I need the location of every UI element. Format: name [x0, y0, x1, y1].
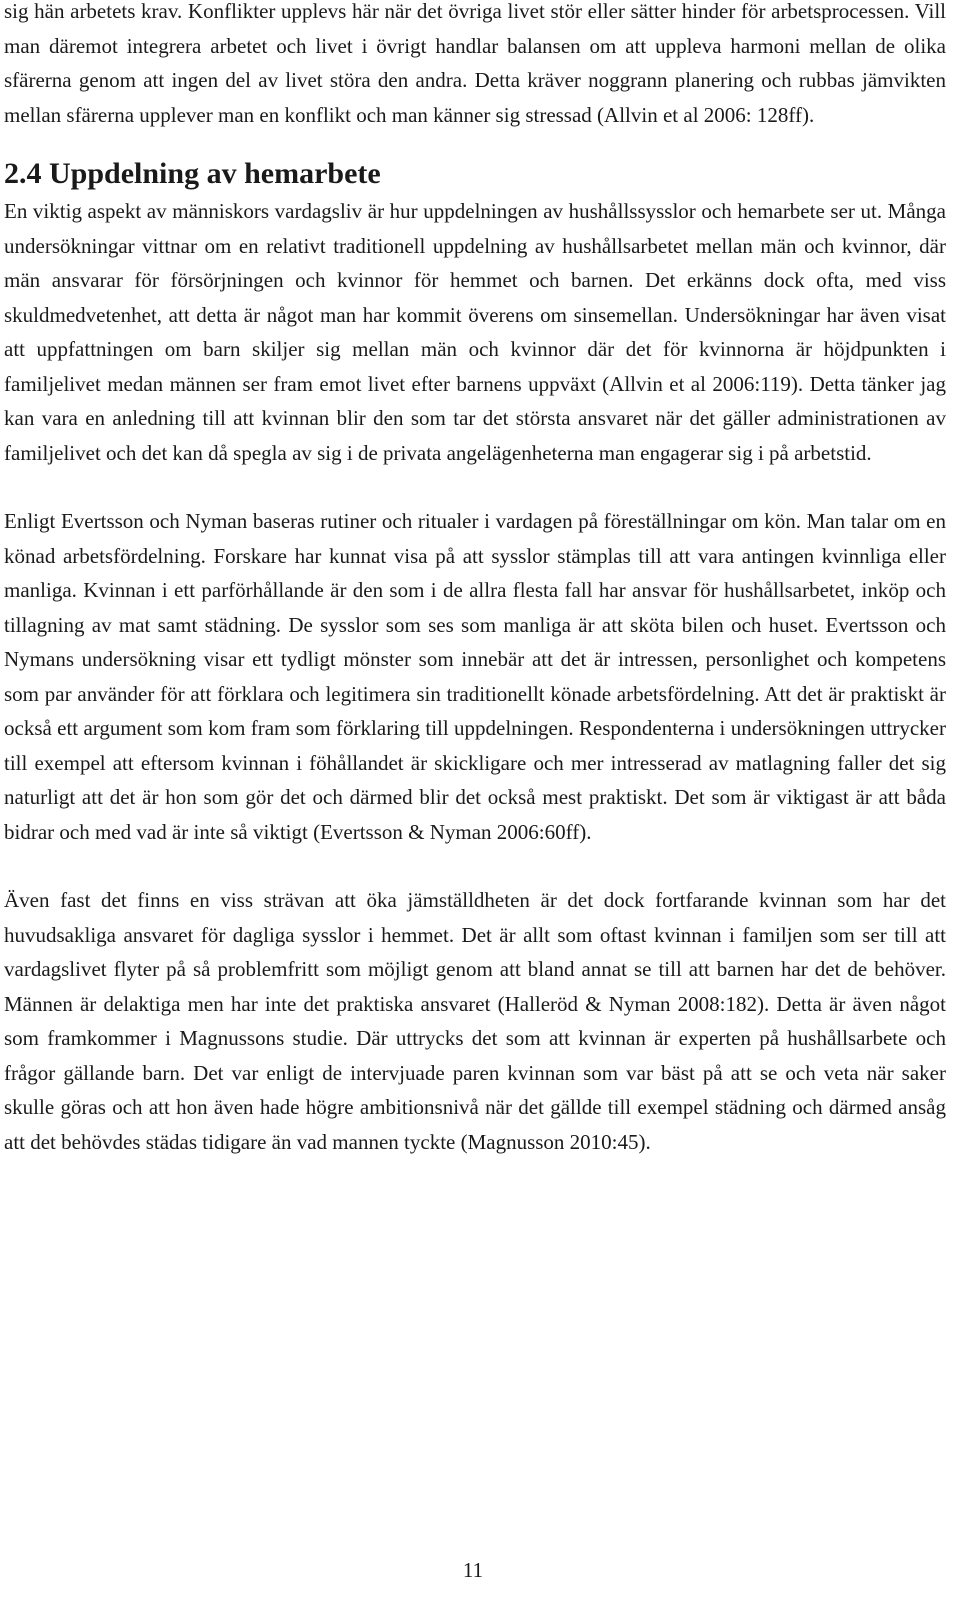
paragraph-evertsson-nyman: Enligt Evertsson och Nyman baseras rutiner och ritualer i vardagen på föreställningar om kön. Man talar om en könad arbetsfördelning. Forskare har kunnat visa på att sysslor stämplas till att vara antingen kvinnliga eller manliga. Kvinnan i ett parförhållande är den som i de allra flesta fall har ansvar för hushållsarbetet, inköp och tillagning av mat samt städning. De sysslor som ses som manliga är att sköta bilen och huset. Evertsson och Nymans undersökning visar ett tydligt mönster som innebär att det är intressen, personlighet och kompetens som par använder för att förklara och legitimera sin traditionellt könade arbetsfördelning. Att det är praktiskt är också ett argument som kom fram som förklaring till uppdelningen. Respondenterna i undersökningen uttrycker till exempel att eftersom kvinnan i föhållandet är skickligare och mer intresserad av matlagning faller det sig naturligt att det är hon som gör det och därmed blir det också mest praktiskt. Det som är viktigast är att båda bidrar och med vad är inte så viktigt (Evertsson & Nyman 2006:60ff).: [4, 509, 946, 844]
section-heading: 2.4 Uppdelning av hemarbete: [4, 157, 381, 190]
paragraph-household-division: En viktig aspekt av människors vardagsliv är hur uppdelningen av hushållssysslor och hemarbete ser ut. Många undersökningar vittnar om en relativt traditionell uppdelning av hushållsarbetet mellan män och kvinnor, där män ansvarar för försörjningen och kvinnor för hemmet och barnen. Det erkänns dock ofta, med viss skuldmedvetenhet, att detta är något man har kommit överens om sinsemellan. Undersökningar har även visat att uppfattningen om barn skiljer sig mellan män och kvinnor där det för kvinnorna är höjdpunkten i familjelivet medan männen ser fram emot livet efter barnens uppväxt (Allvin et al 2006:119). Detta tänker jag kan vara en anledning till att kvinnan blir den som tar det största ansvaret när det gäller administrationen av familjelivet och det kan då spegla av sig i de privata angelägenheterna man engagerar sig i på arbetstid.: [4, 199, 946, 465]
paragraph-equality-efforts: Även fast det finns en viss strävan att öka jämställdheten är det dock fortfarande kvinnan som har det huvudsakliga ansvaret för dagliga sysslor i hemmet. Det är allt som oftast kvinnan i familjen som ser till att vardagslivet flyter på så problemfritt som möjligt genom att bland annat se till att barnen har det de behöver. Männen är delaktiga men har inte det praktiska ansvaret (Halleröd & Nyman 2008:182). Detta är även något som framkommer i Magnussons studie. Där uttrycks det som att kvinnan är experten på hushållsarbete och frågor gällande barn. Det var enligt de intervjuade paren kvinnan som var bäst på att se och veta när saker skulle göras och att hon även hade högre ambitionsnivå när det gällde till exempel städning och därmed ansåg att det behövdes städas tidigare än vad mannen tyckte (Magnusson 2010:45).: [4, 888, 946, 1154]
paragraph-spacer: [4, 470, 946, 504]
paragraph-spacer: [4, 849, 946, 883]
document-page: [4, 0, 946, 1159]
paragraph-work-life-balance: sig hän arbetets krav. Konflikter upplevs här när det övriga livet stör eller sätter hinder för arbetsprocessen. Vill man däremot integrera arbetet och livet i övrigt handlar balansen om att uppleva harmoni mellan de olika sfärerna genom att ingen del av livet störa den andra. Detta kräver noggrann planering och rubbas jämvikten mellan sfärerna upplever man en konflikt och man känner sig stressad (Allvin et al 2006: 128ff).: [4, 0, 946, 127]
page-number: 11: [462, 1558, 484, 1582]
